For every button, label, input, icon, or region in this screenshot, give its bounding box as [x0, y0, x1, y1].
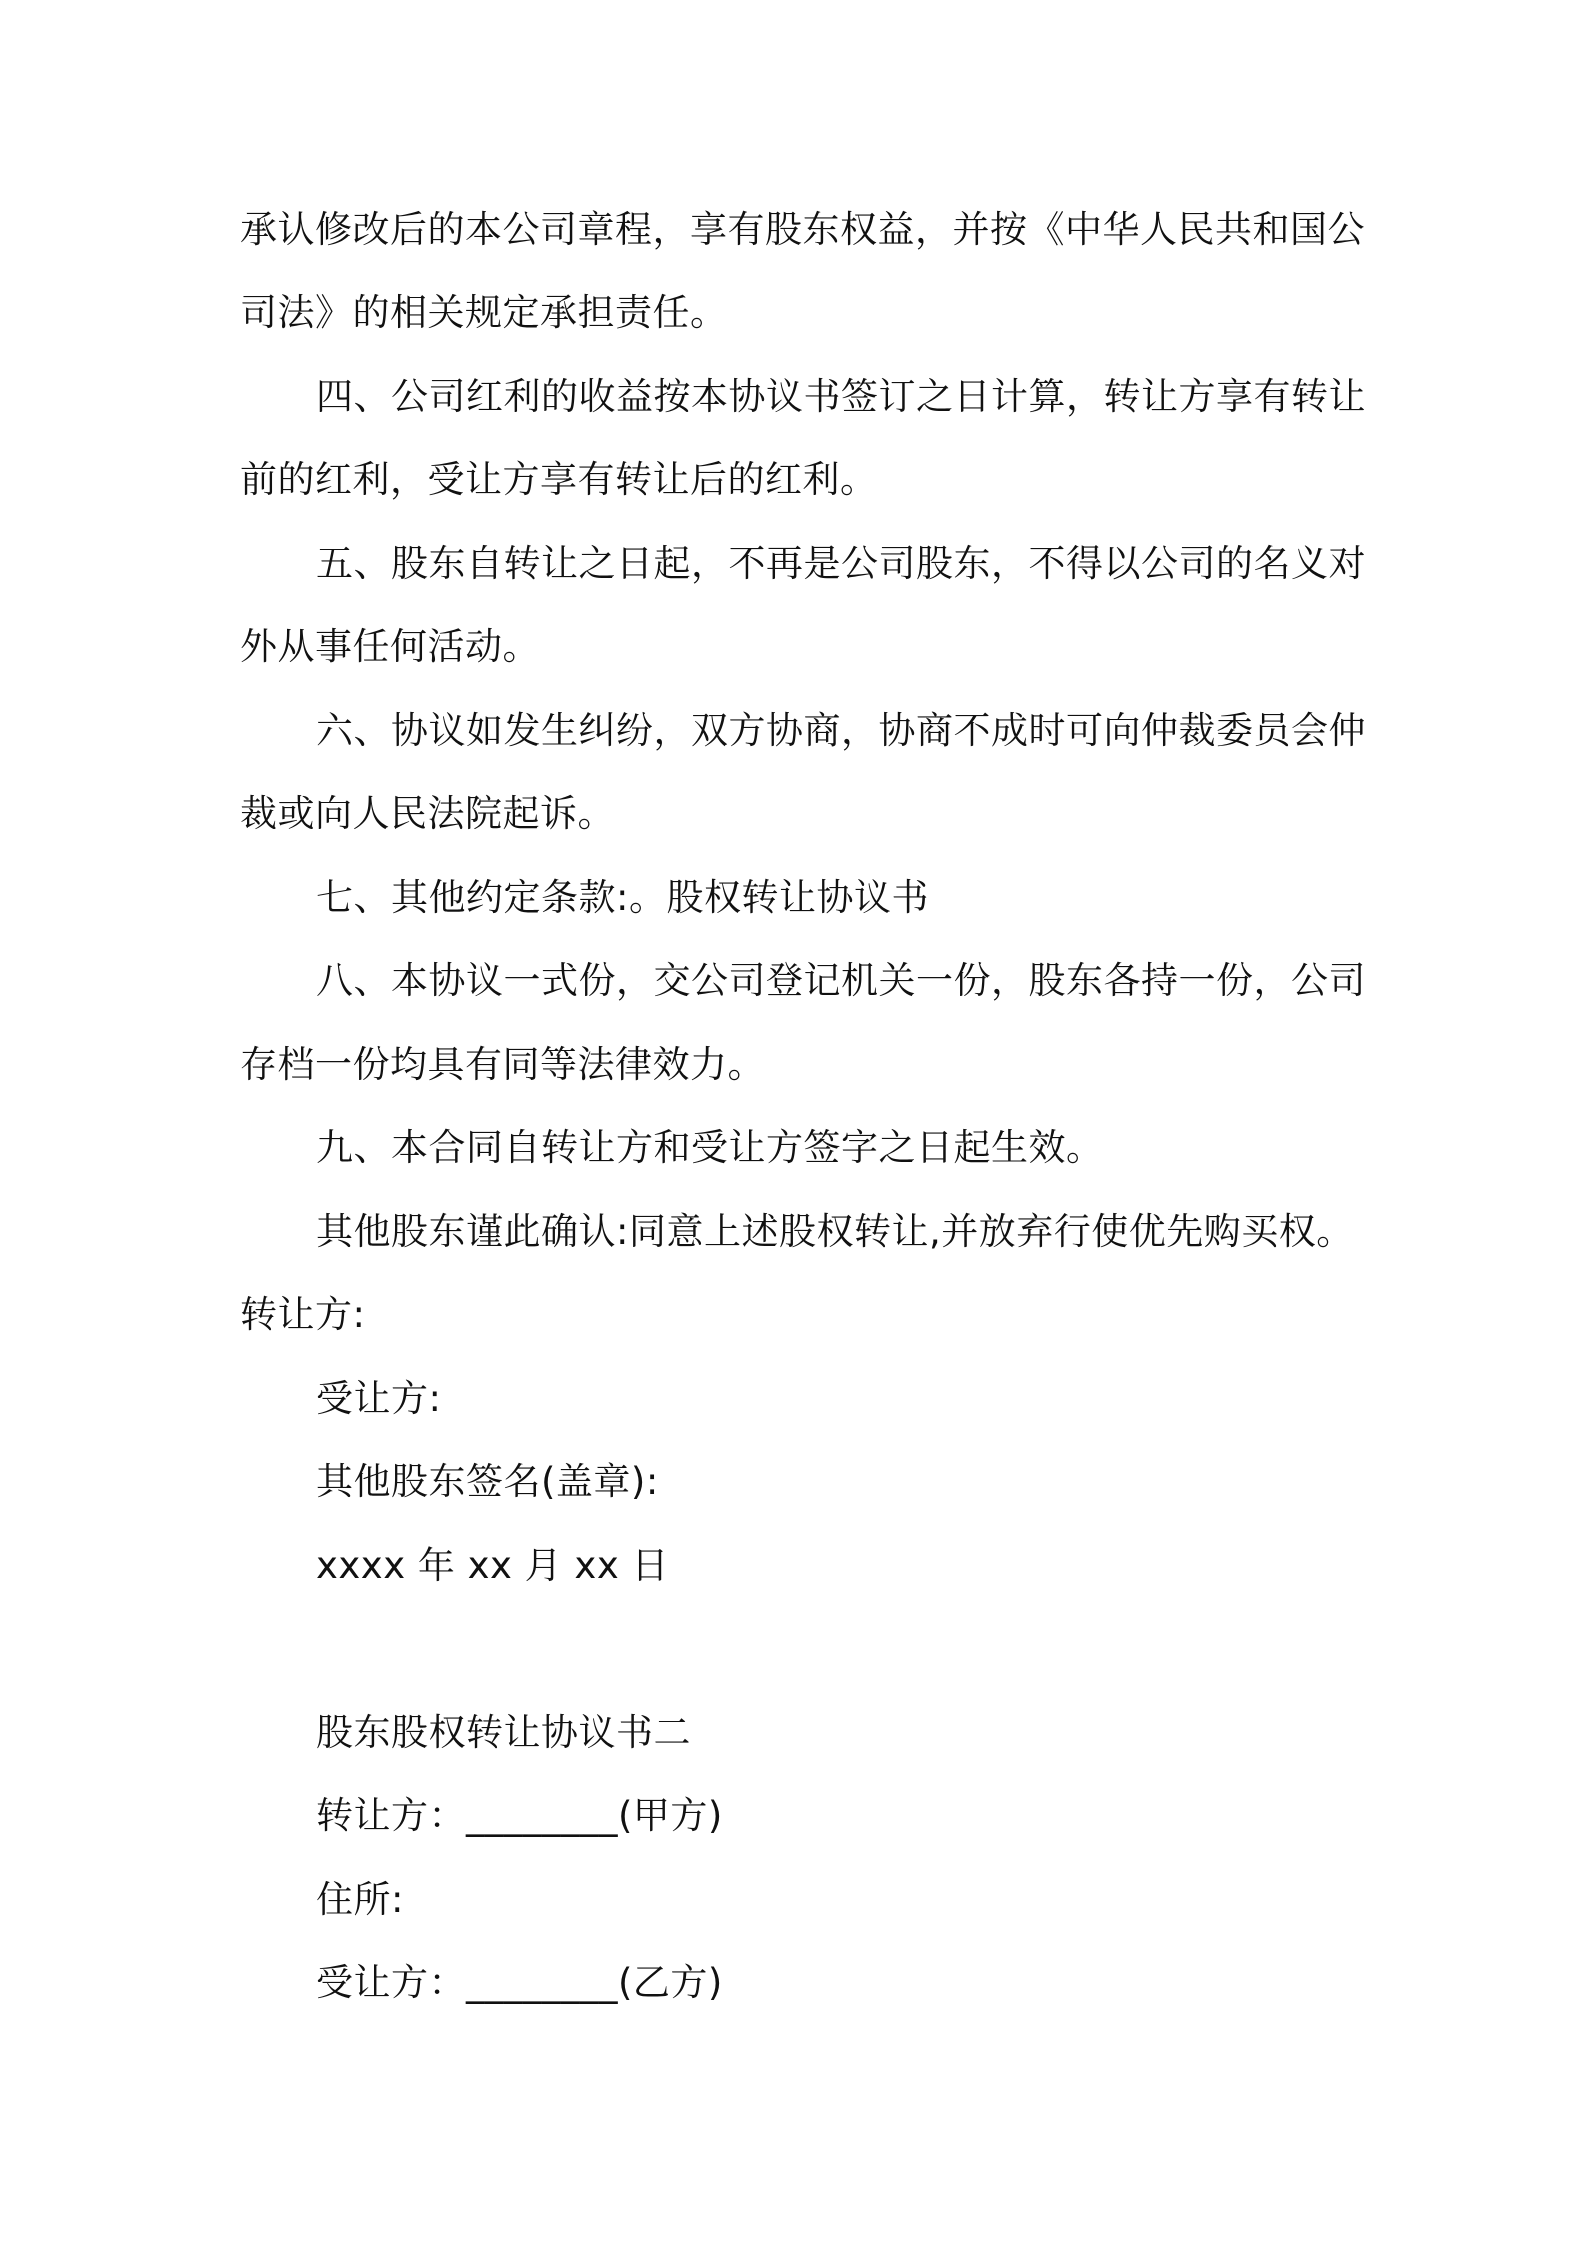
paragraph-line: 外从事任何活动。 — [240, 625, 540, 668]
transferee-party-b: 受让方：________(乙方) — [316, 1961, 723, 2004]
paragraph-line: 前的红利，受让方享有转让后的红利。 — [240, 458, 878, 501]
second-agreement-title: 股东股权转让协议书二 — [316, 1711, 691, 1754]
clause-five-line: 五、股东自转让之日起，不再是公司股东，不得以公司的名义对 — [316, 542, 1366, 585]
address-label: 住所: — [316, 1878, 404, 1921]
transferor-signature-label: 转让方: — [240, 1293, 366, 1336]
paragraph-line: 存档一份均具有同等法律效力。 — [240, 1043, 765, 1086]
paragraph-line: 司法》的相关规定承担责任。 — [240, 291, 728, 334]
other-shareholders-signature-label: 其他股东签名(盖章): — [316, 1460, 659, 1503]
clause-four-line: 四、公司红利的收益按本协议书签订之日计算，转让方享有转让 — [316, 375, 1366, 418]
paragraph-line: 裁或向人民法院起诉。 — [240, 792, 615, 835]
transferor-party-a: 转让方：________(甲方) — [316, 1794, 723, 1837]
paragraph-line: 承认修改后的本公司章程，享有股东权益，并按《中华人民共和国公 — [240, 208, 1365, 251]
shareholder-confirmation: 其他股东谨此确认:同意上述股权转让,并放弃行使优先购买权。 — [316, 1210, 1354, 1253]
date-line: xxxx 年 xx 月 xx 日 — [316, 1544, 669, 1587]
transferee-signature-label: 受让方: — [316, 1377, 442, 1420]
clause-nine-line: 九、本合同自转让方和受让方签字之日起生效。 — [316, 1126, 1104, 1169]
clause-seven-line: 七、其他约定条款:。股权转让协议书 — [316, 876, 929, 919]
clause-eight-line: 八、本协议一式份，交公司登记机关一份，股东各持一份，公司 — [316, 959, 1366, 1002]
clause-six-line: 六、协议如发生纠纷，双方协商，协商不成时可向仲裁委员会仲 — [316, 709, 1366, 752]
